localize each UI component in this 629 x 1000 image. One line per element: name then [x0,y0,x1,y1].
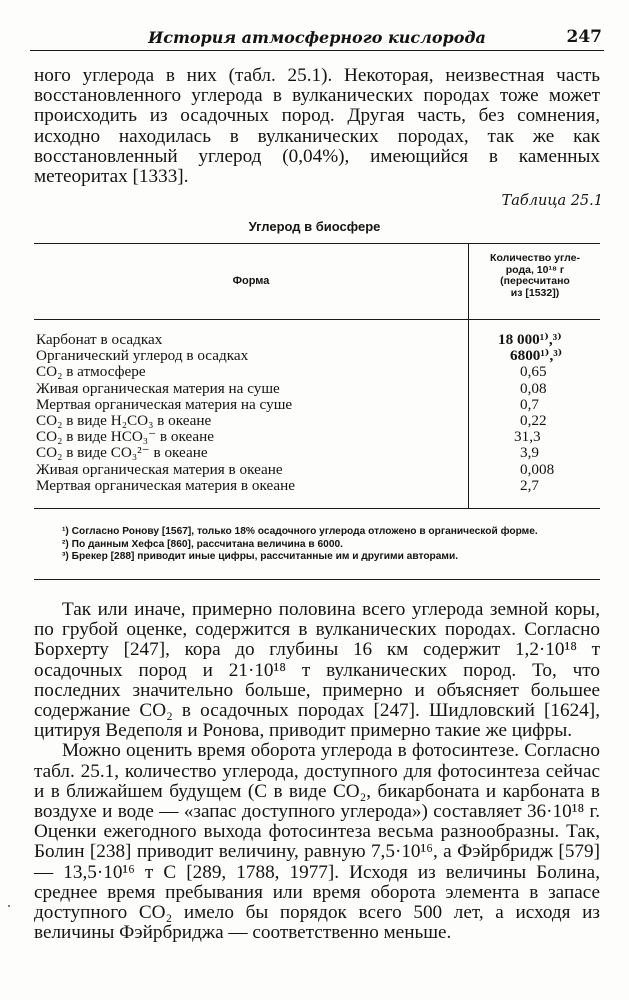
paragraph-text: Так или иначе, примерно половина всего углерода земной коры, по грубой оценке, содержится в вулканических породах. Согласно Борхерту [247], кора до глубины 16 км содержит 1,2·10¹⁸ т осадочных пород и 21·10¹⁸ т вулканических пород. То, что последних значительно больше, примерно и объясняет большее содержание CO₂ в осадочных породах [247]. Шидловский [1624], цитируя Ведеполя и Ронова, приводит примерно такие же цифры. [34,599,600,742]
paragraph-intro [34,66,600,187]
column-header-line: Количество угле- [490,252,580,264]
column-header-line: из [1532]) [510,286,560,299]
table-body [36,332,600,494]
table-row [36,413,600,429]
table-header-rule [34,319,600,320]
cell-value: 0,65 [520,363,547,381]
cell-form: CO₂ в виде HCO₃⁻ в океане [36,428,214,446]
table-bottom-rule [34,508,600,509]
footnotes-bottom-rule [34,579,600,580]
cell-value: 31,3 [514,428,541,446]
running-header [30,26,604,51]
table-row [36,478,600,494]
table-row [36,348,600,364]
column-header-line: (пересчитано [500,275,570,287]
cell-value: 0,08 [520,379,547,397]
cell-value: 0,7 [520,395,539,413]
table-caption: Таблица 25.1 [501,193,603,209]
table-title: Углерод в биосфере [248,219,381,234]
cell-form: CO₂ в виде CO₃²⁻ в океане [36,444,208,462]
table-row [36,364,600,380]
cell-value: 6800¹⁾,³⁾ [510,347,563,365]
table-row [36,381,600,397]
table-top-rule [34,243,600,244]
cell-form: Органический углерод в осадках [36,347,249,365]
cell-form: CO₂ в атмосфере [36,363,146,381]
table-row [36,445,600,461]
table-row [36,397,600,413]
cell-value: 18 000¹⁾,³⁾ [498,331,562,348]
page-number: 247 [566,27,602,47]
column-header-line: рода, 10¹⁸ г [505,263,565,276]
table-row [36,332,600,348]
footnote: ²) По данным Хефса [860], рассчитана величина в 6000. [62,538,343,550]
body-text [34,600,600,943]
cell-form: CO₂ в виде H₂CO₃ в океане [36,411,212,429]
table-row [36,462,600,478]
cell-form: Живая органическая материя на суше [36,379,280,397]
running-title: История атмосферного кислорода [148,28,486,47]
cell-value: 0,22 [520,411,547,429]
paragraph-text: ного углерода в них (табл. 25.1). Некоторая, неизвестная часть восстановленного углерода в вулканических породах тоже может происходить из осадочных пород. Другая часть, без сомнения, исходно находилась в вулканических породах, так же как восстановленный углерод (0,04%), имеющийся в каменных метеоритах [1333]. [34,65,600,188]
table-row [36,429,600,445]
footnote: ¹) Согласно Ронову [1567], только 18% осадочного углерода отложено в органической форме. [62,526,538,537]
cell-value: 3,9 [520,444,539,462]
column-header-form: Форма [232,275,270,287]
cell-form: Мертвая органическая материя на суше [36,395,293,413]
cell-value: 0,008 [520,460,555,478]
cell-value: 2,7 [520,476,539,494]
table-footnotes [34,526,600,564]
cell-form: Карбонат в осадках [36,331,163,348]
column-header-quantity [470,253,600,299]
margin-speck [8,905,10,907]
cell-form: Живая органическая материя в океане [36,460,283,478]
cell-form: Мертвая органическая материя в океане [36,476,295,494]
footnote: ³) Брекер [288] приводит иные цифры, рассчитанные им и другими авторами. [62,551,459,563]
paragraph-text: Можно оценить время оборота углерода в фотосинтезе. Согласно табл. 25.1, количество углерода, доступного для фотосинтеза сейчас и в ближайшем будущем (C в виде CO₂, бикарбоната и карбоната в воздухе и воде — «запас доступного углерода») составляет 36·10¹⁸ г. Оценки ежегодного выхода фотосинтеза весьма разнообразны. Так, Болин [238] приводит величину, равную 7,5·10¹⁶, а Фэйрбридж [579] — 13,5·10¹⁶ т C [289, 1788, 1977]. Исходя из величины Болина, среднее время пребывания или время оборота элемента в запасе доступного CO₂ имело бы порядок всего 500 лет, а исходя из величины Фэйрбриджа — соответственно меньше. [34,740,600,944]
